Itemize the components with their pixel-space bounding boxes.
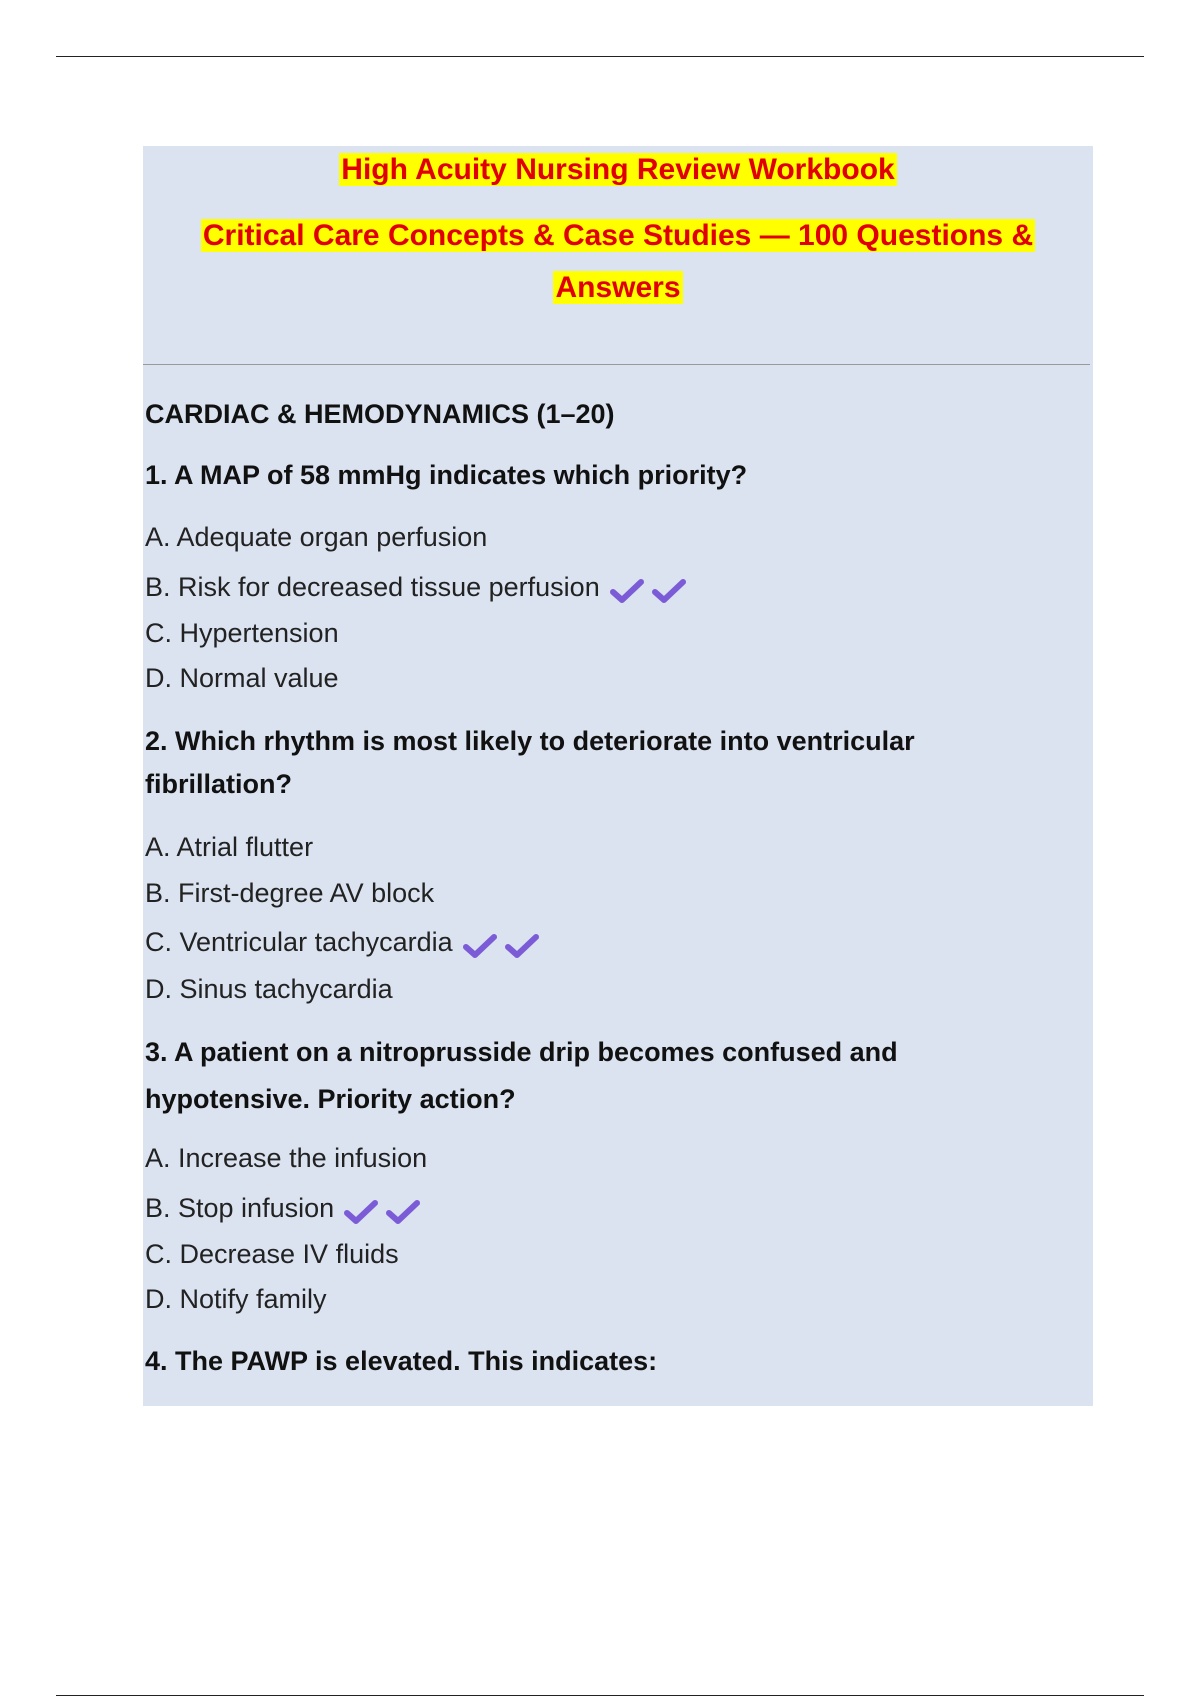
question-2-option-a: A. Atrial flutter [145, 832, 314, 862]
question-1-option-c: C. Hypertension [145, 618, 339, 648]
question-2-option-c-label: C. Ventricular tachycardia [145, 927, 453, 957]
question-3-option-b [145, 1190, 428, 1228]
question-1-option-d: D. Normal value [145, 663, 339, 693]
question-2-text-line2: fibrillation? [145, 769, 292, 799]
question-3-option-b-label: B. Stop infusion [145, 1193, 335, 1223]
question-2-option-d: D. Sinus tachycardia [145, 974, 393, 1004]
question-3-option-c: C. Decrease IV fluids [145, 1239, 399, 1269]
check-icon [463, 933, 497, 959]
subtitle-row-2 [143, 268, 1093, 313]
header-divider [143, 364, 1090, 365]
question-3-option-d: D. Notify family [145, 1284, 327, 1314]
question-2-option-c [145, 924, 547, 962]
question-2-option-b: B. First-degree AV block [145, 878, 435, 908]
bottom-rule [56, 1695, 1144, 1696]
workbook-subtitle-line2: Answers [555, 271, 681, 304]
question-1-option-a: A. Adequate organ perfusion [145, 522, 488, 552]
question-3-option-a: A. Increase the infusion [145, 1143, 428, 1173]
question-4-text: 4. The PAWP is elevated. This indicates: [145, 1346, 658, 1376]
question-1-option-b-label: B. Risk for decreased tissue perfusion [145, 572, 600, 602]
subtitle-row-1 [143, 216, 1093, 261]
question-3-text-line1: 3. A patient on a nitroprusside drip becomes confused and [145, 1037, 898, 1067]
question-3-text-line2: hypotensive. Priority action? [145, 1084, 516, 1114]
correct-answer-mark [463, 926, 547, 962]
question-2-text-line1: 2. Which rhythm is most likely to deteriorate into ventricular [145, 726, 915, 756]
workbook-panel [143, 146, 1093, 1406]
check-icon [505, 933, 539, 959]
question-1-option-b [145, 569, 694, 607]
section-title: CARDIAC & HEMODYNAMICS (1–20) [145, 399, 615, 429]
question-1-text: 1. A MAP of 58 mmHg indicates which priority? [145, 460, 748, 490]
top-rule [56, 56, 1144, 57]
workbook-subtitle-line1: Critical Care Concepts & Case Studies — 100 Questions & [202, 219, 1034, 252]
check-icon [344, 1199, 378, 1225]
title-row [143, 150, 1093, 195]
workbook-title: High Acuity Nursing Review Workbook [341, 153, 895, 186]
correct-answer-mark [344, 1192, 428, 1228]
check-icon [610, 578, 644, 604]
check-icon [652, 578, 686, 604]
check-icon [386, 1199, 420, 1225]
correct-answer-mark [610, 571, 694, 607]
